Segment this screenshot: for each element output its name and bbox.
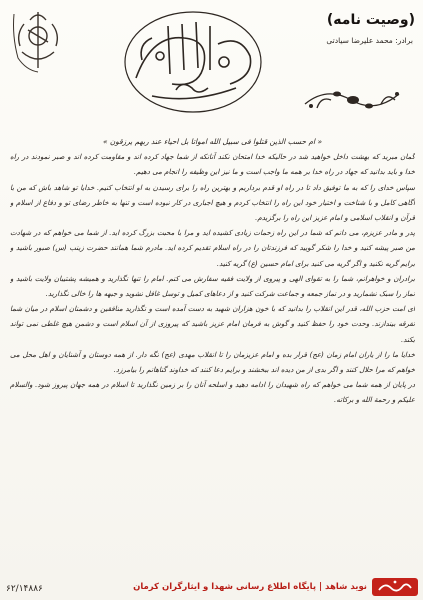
testament-paragraph: خدایا ما را از یاران امام زمان (عج) قرار بده و امام عزیزمان را تا انقلاب مهدی (عج) نگه دار. از همه دوستان و آشنایان و اهل محل می خواهم که مرا حلال کنند و اگر بدی از من دیده اند ببخشند و برایم دعا کنند که خداوند گناهانم را بیامرزد.: [10, 349, 415, 375]
testament-paragraph: برادران و خواهرانم، شما را به تقوای الهی و پیروی از ولایت فقیه سفارش می کنم. امام را تنها نگذارید و همیشه پشتیبان ولایت باشید و نماز را سبک نشمارید و در نماز جمعه و جماعت شرکت کنید و از دعاهای کمیل و توسل غافل نشوید و جبهه ها را خالی نگذارید.: [10, 273, 415, 299]
martyr-name: برادر: محمد علیرضا سیادتی: [326, 36, 413, 45]
testament-paragraph: سپاس خدای را که به ما توفیق داد تا در راه او قدم برداریم و بهترین راه را برای رسیدن به او انتخاب کنیم. خدایا تو شاهد باش که من با آگاهی کامل و با شناخت و اختیار خود این راه را انتخاب کردم و هیچ اجباری در کار نبوده است و تنها به خاطر رضای تو و دفاع از اسلام و قرآن و انقلاب اسلامی و امام عزیز این راه را برگزیدم.: [10, 182, 415, 223]
testament-paragraph: پدر و مادر عزیزم، می دانم که شما در این راه زحمات زیادی کشیده اید و مرا با محبت بزرگ کرده اید. از شما می خواهم که در شهادت من صبر پیشه کنید و خدا را شکر گویید که فرزندتان را در راه اسلام تقدیم کرده اید. مادرم شما همانند حضرت زینب (س) صبور باشید و برایم گریه نکنید و اگر گریه می کنید برای امام حسین (ع) گریه کنید.: [10, 228, 415, 268]
testament-body: [10, 134, 415, 572]
navid-shahed-logo: [371, 576, 419, 598]
page-title: (وصیت نامه): [326, 12, 415, 28]
floral-flourish-icon: [297, 74, 407, 122]
document-number: ۶۲/۱۴۸۸۶: [6, 584, 43, 594]
sepah-emblem-icon: [8, 6, 70, 76]
testament-paragraph: در پایان از همه شما می خواهم که راه شهیدان را ادامه دهید و اسلحه آنان را بر زمین نگذارید تا اسلام در همه جهان پیروز شود. والسلام علیکم و رحمة الله و برکاته.: [10, 380, 415, 405]
watermark-caption: نوید شاهد | پایگاه اطلاع رسانی شهدا و ایثارگران کرمان: [133, 582, 367, 592]
basmala-calligraphy-logo: [112, 4, 274, 122]
testament-paragraph: گمان مبرید که بهشت داخل خواهید شد در حالیکه خدا امتحان نکند آنانکه از شما جهاد کرده اند و مقاومت کرده اند و صبر نمودند در راه خدا و باید بدانید که جهاد در راه خدا بر همه ما واجب است و ما نیز این وظیفه را انجام می دهیم.: [10, 152, 415, 177]
quran-verse: « ام حسب الذین قتلوا فی سبیل الله امواتا بل احیاء عند ربهم یرزقون »: [102, 137, 323, 146]
testament-paragraph: ای امت حزب الله، قدر این انقلاب را بدانید که با خون هزاران شهید به دست آمده است و نگذارید منافقین و دشمنان اسلام در میان شما تفرقه بیندازند. وحدت خود را حفظ کنید و گوش به فرمان امام عزیز باشید که پیروزی از آن اسلام است و دشمن هیچ غلطی نمی تواند بکند.: [10, 304, 415, 344]
